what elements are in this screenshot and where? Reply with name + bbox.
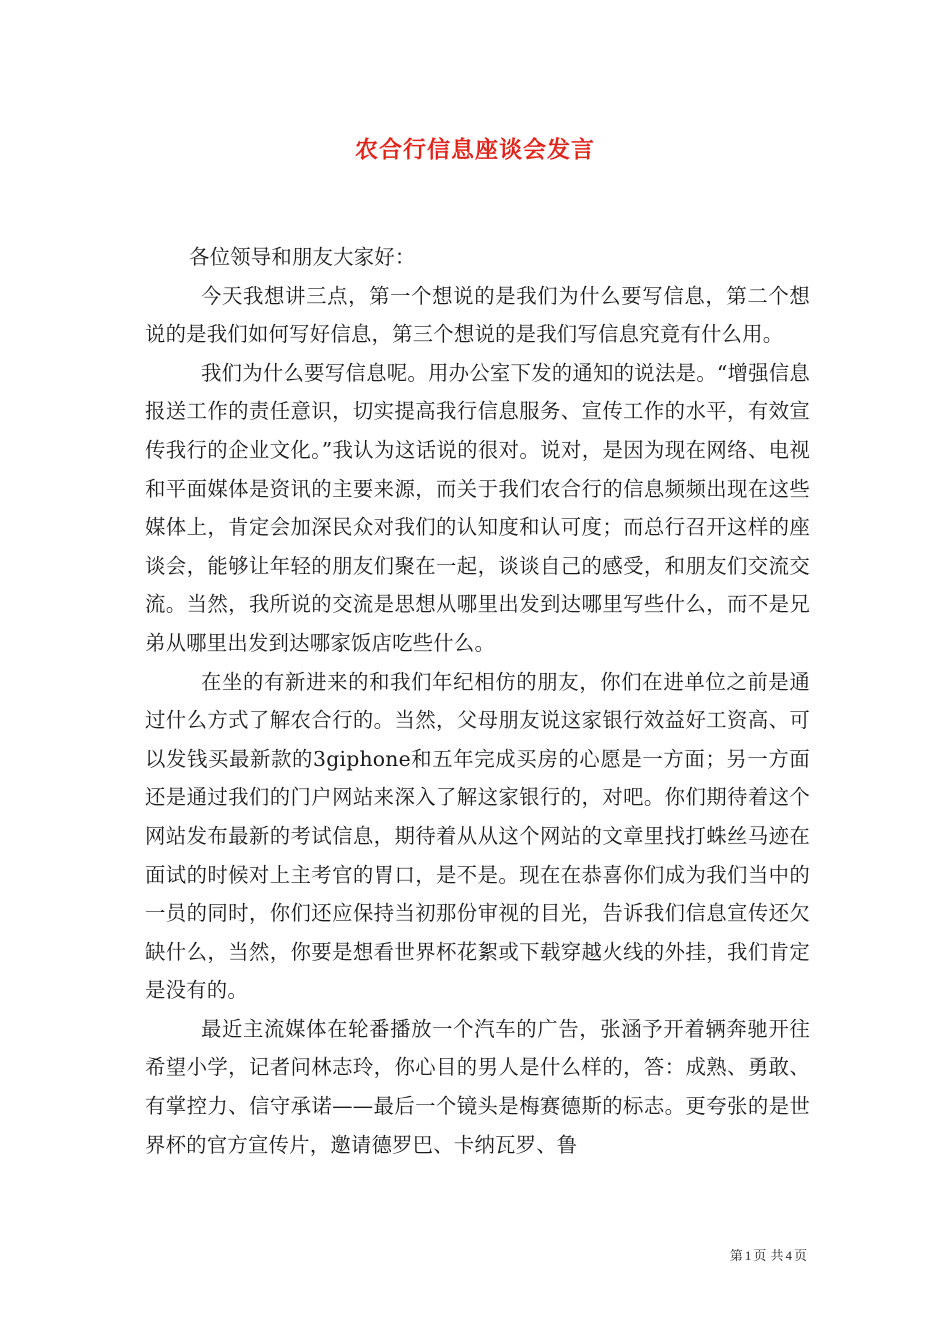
footer-current-page: 1	[744, 1248, 752, 1263]
footer-middle: 页 共	[753, 1249, 784, 1264]
footer-suffix: 页	[793, 1249, 807, 1264]
page-number-footer	[730, 1247, 807, 1266]
paragraph-4: 最近主流媒体在轮番播放一个汽车的广告，张涵予开着辆奔驰开往希望小学，记者问林志玲，你心目的男人是什么样的，答：成熟、勇敢、有掌控力、信守承诺——最后一个镜头是梅赛德斯的标志。更夸张的是世界杯的官方宣传片，邀请德罗巴、卡纳瓦罗、鲁	[145, 1016, 810, 1157]
paragraph-1: 今天我想讲三点，第一个想说的是我们为什么要写信息，第二个想说的是我们如何写好信息，第三个想说的是我们写信息究竟有什么用。	[145, 283, 810, 347]
paragraph-3: 在坐的有新进来的和我们年纪相仿的朋友，你们在进单位之前是通过什么方式了解农合行的。当然，父母朋友说这家银行效益好工资高、可以发钱买最新款的3giphone和五年完成买房的心愿是一方面；另一方面还是通过我们的门户网站来深入了解这家银行的，对吧。你们期待着这个网站发布最新的考试信息，期待着从从这个网站的文章里找打蛛丝马迹在面试的时候对上主考官的胃口，是不是。现在在恭喜你们成为我们当中的一员的同时，你们还应保持当初那份审视的目光，告诉我们信息宣传还欠缺什么，当然，你要是想看世界杯花絮或下载穿越火线的外挂，我们肯定是没有的。	[145, 669, 810, 1003]
salutation: 各位领导和朋友大家好：	[189, 245, 416, 269]
footer-prefix: 第	[729, 1249, 743, 1264]
footer-total-pages: 4	[785, 1248, 792, 1263]
document-title: 农合行信息座谈会发言	[355, 136, 595, 163]
paragraph-2: 我们为什么要写信息呢。用办公室下发的通知的说法是。“增强信息报送工作的责任意识，切实提高我行信息服务、宣传工作的水平，有效宣传我行的企业文化。”我认为这话说的很对。说对，是因为现在网络、电视和平面媒体是资讯的主要来源，而关于我们农合行的信息频频出现在这些媒体上，肯定会加深民众对我们的认知度和认可度；而总行召开这样的座谈会，能够让年轻的朋友们聚在一起，谈谈自己的感受，和朋友们交流交流。当然，我所说的交流是思想从哪里出发到达哪里写些什么，而不是兄弟从哪里出发到达哪家饭店吃些什么。	[145, 360, 810, 655]
document-body	[145, 238, 810, 1164]
